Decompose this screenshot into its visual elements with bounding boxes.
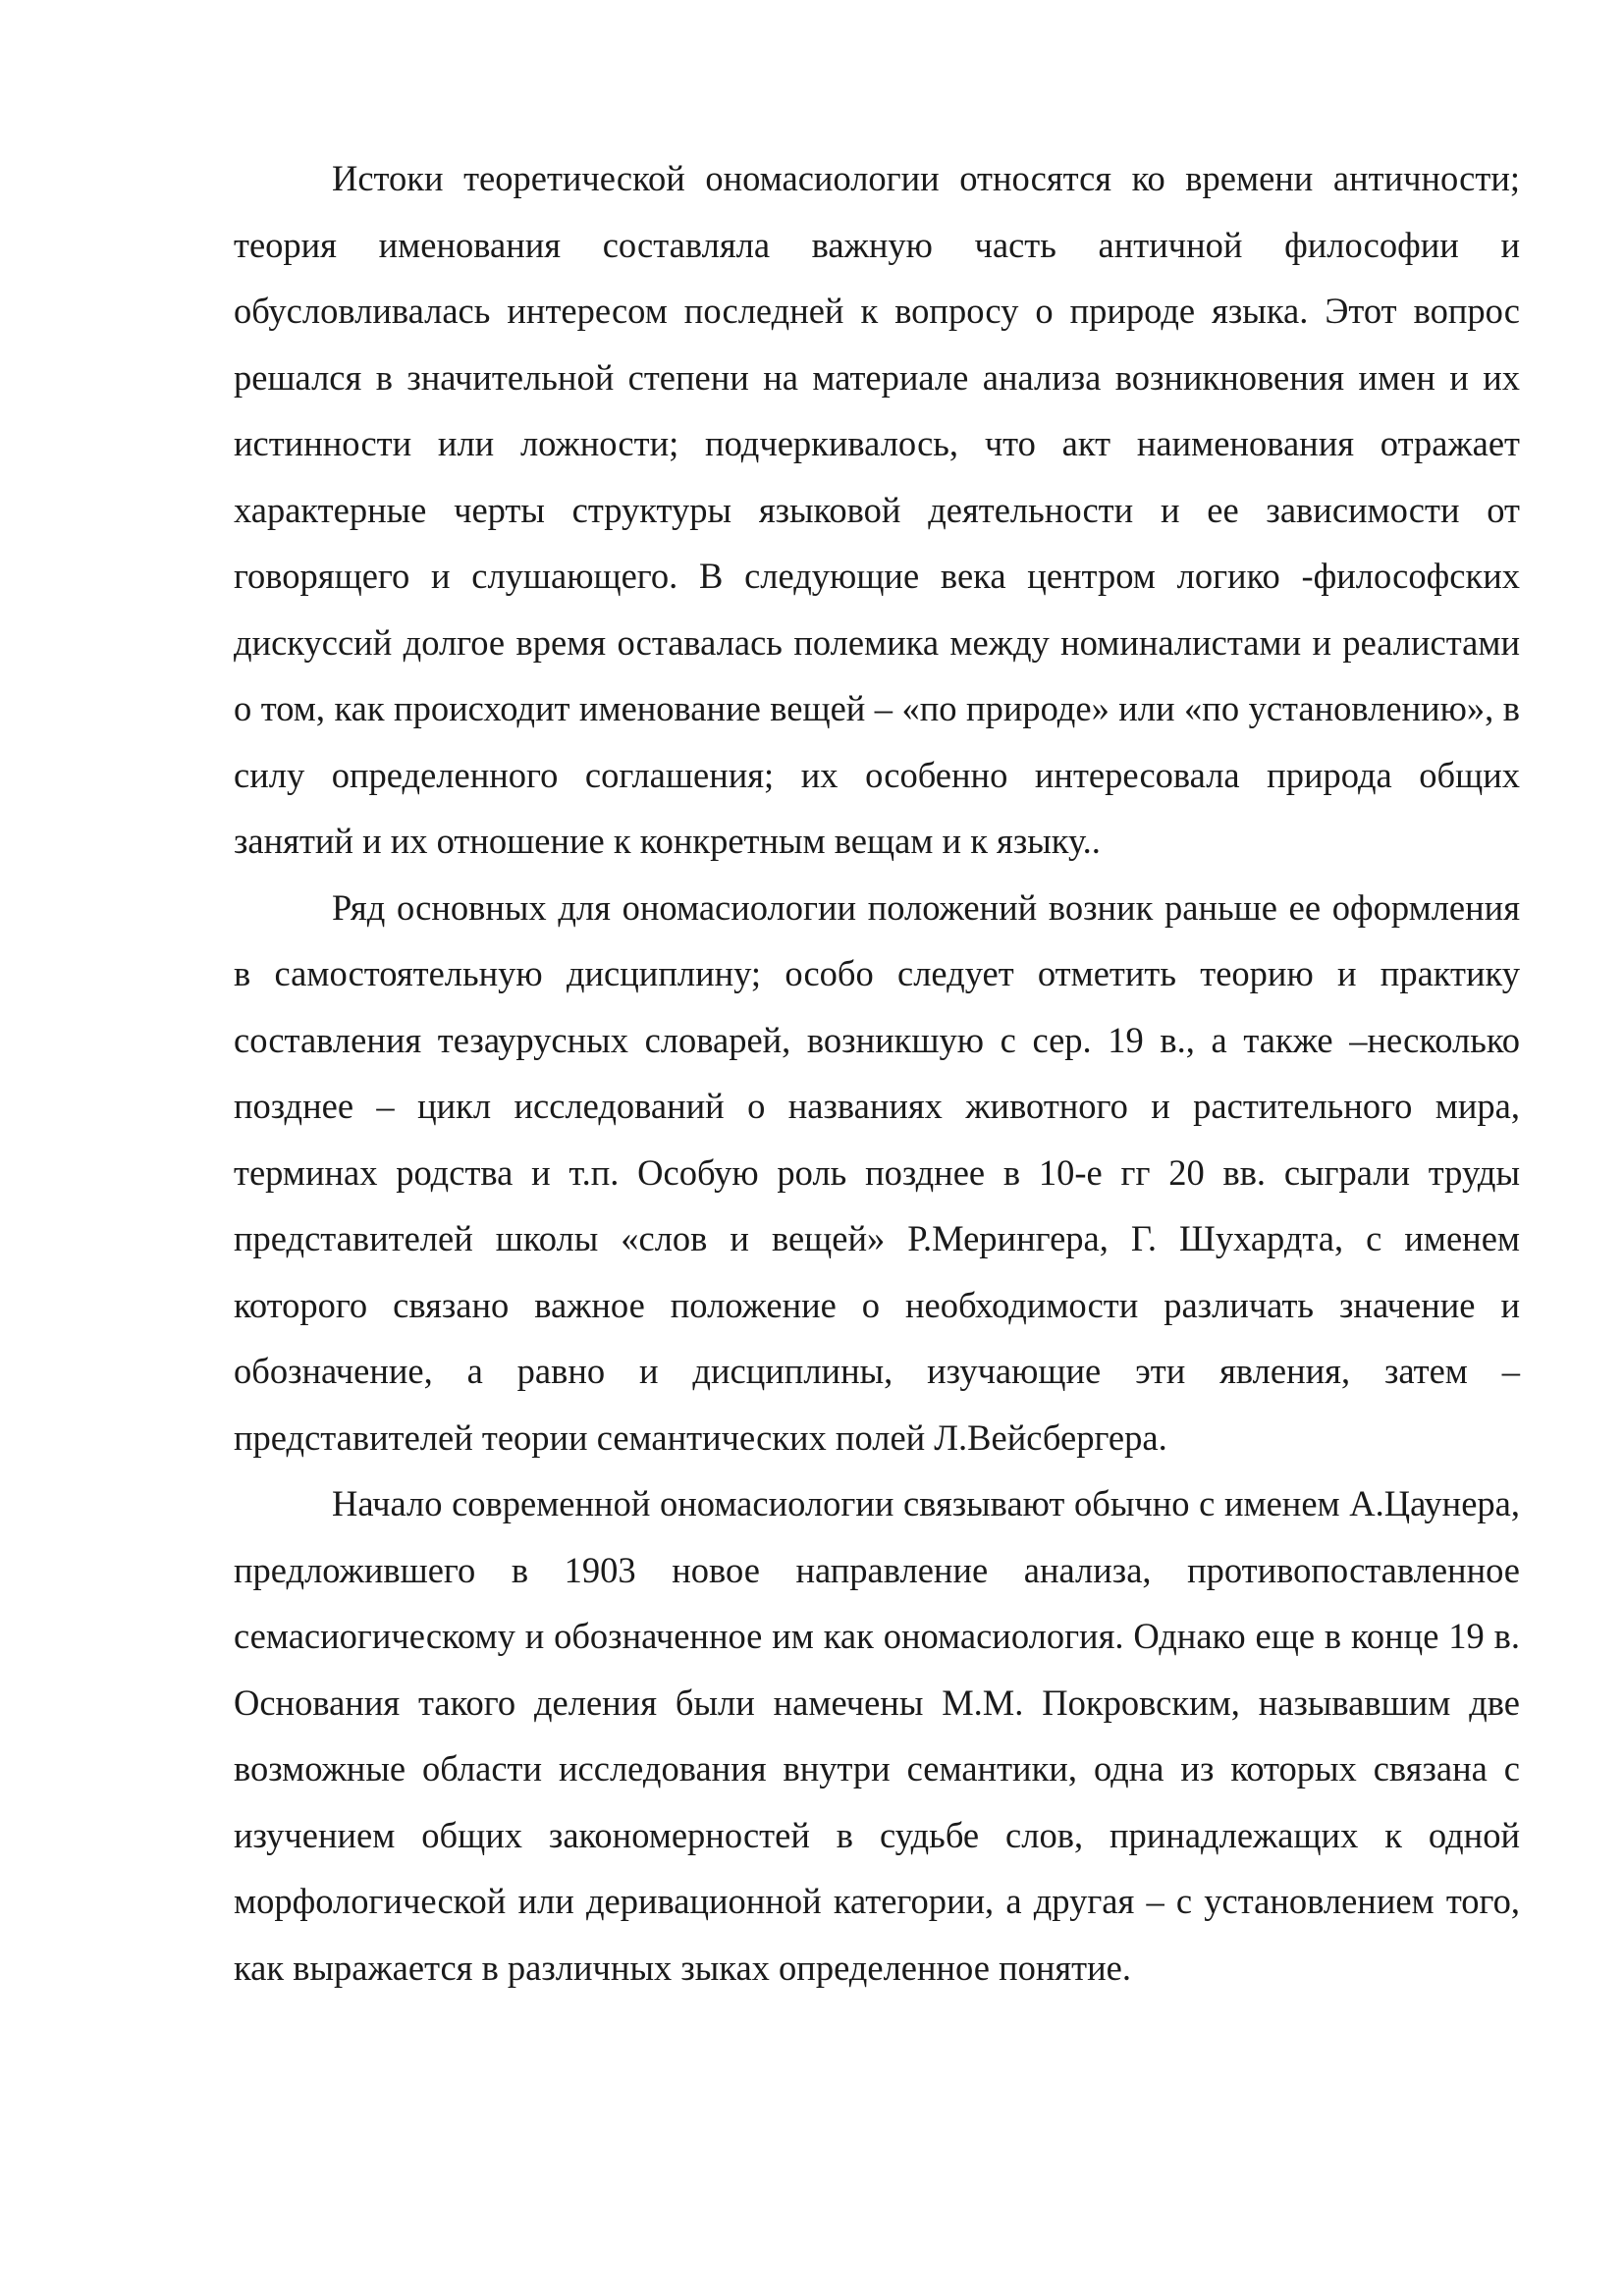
body-text [234, 145, 1520, 2001]
paragraph-2: Ряд основных для ономасиологии положений возник раньше ее оформления в самостоятельную дисциплину; особо следует отметить теорию и практику составления тезаурусных словарей, возникшую с сер. 19 в., а также –несколько позднее – цикл исследований о названиях животного и растительного мира, терминах родства и т.п. Особую роль позднее в 10-е гг 20 вв. сыграли труды представителей школы «слов и вещей» Р.Мерингера, Г. Шухардта, с именем которого связано важное положение о необходимости различать значение и обозначение, а равно и дисциплины, изучающие эти явления, затем – представителей теории семантических полей Л.Вейсбергера. [234, 886, 1520, 1458]
paragraph-1: Истоки теоретической ономасиологии относятся ко времени античности; теория именования составляла важную часть античной философии и обусловливалась интересом последней к вопросу о природе языка. Этот вопрос решался в значительной степени на материале анализа возникновения имен и их истинности или ложности; подчеркивалось, что акт наименования отражает характерные черты структуры языковой деятельности и ее зависимости от говорящего и слушающего. В следующие века центром логико -философских дискуссий долгое время оставалась полемика между номиналистами и реалистами о том, как происходит именование вещей – «по природе» или «по установлению», в силу определенного соглашения; их особенно интересовала природа общих занятий и их отношение к конкретным вещам и к языку.. [234, 158, 1520, 861]
paragraph-3: Начало современной ономасиологии связывают обычно с именем А.Цаунера, предложившего в 1903 новое направление анализа, противопоставленное семасиогическому и обозначенное им как ономасиология. Однако еще в конце 19 в. Основания такого деления были намечены М.М. Покровским, называвшим две возможные области исследования внутри семантики, одна из которых связана с изучением общих закономерностей в судьбе слов, принадлежащих к одной морфологической или деривационной категории, а другая – с установлением того, как выражается в различных зыках определенное понятие. [234, 1483, 1520, 1988]
